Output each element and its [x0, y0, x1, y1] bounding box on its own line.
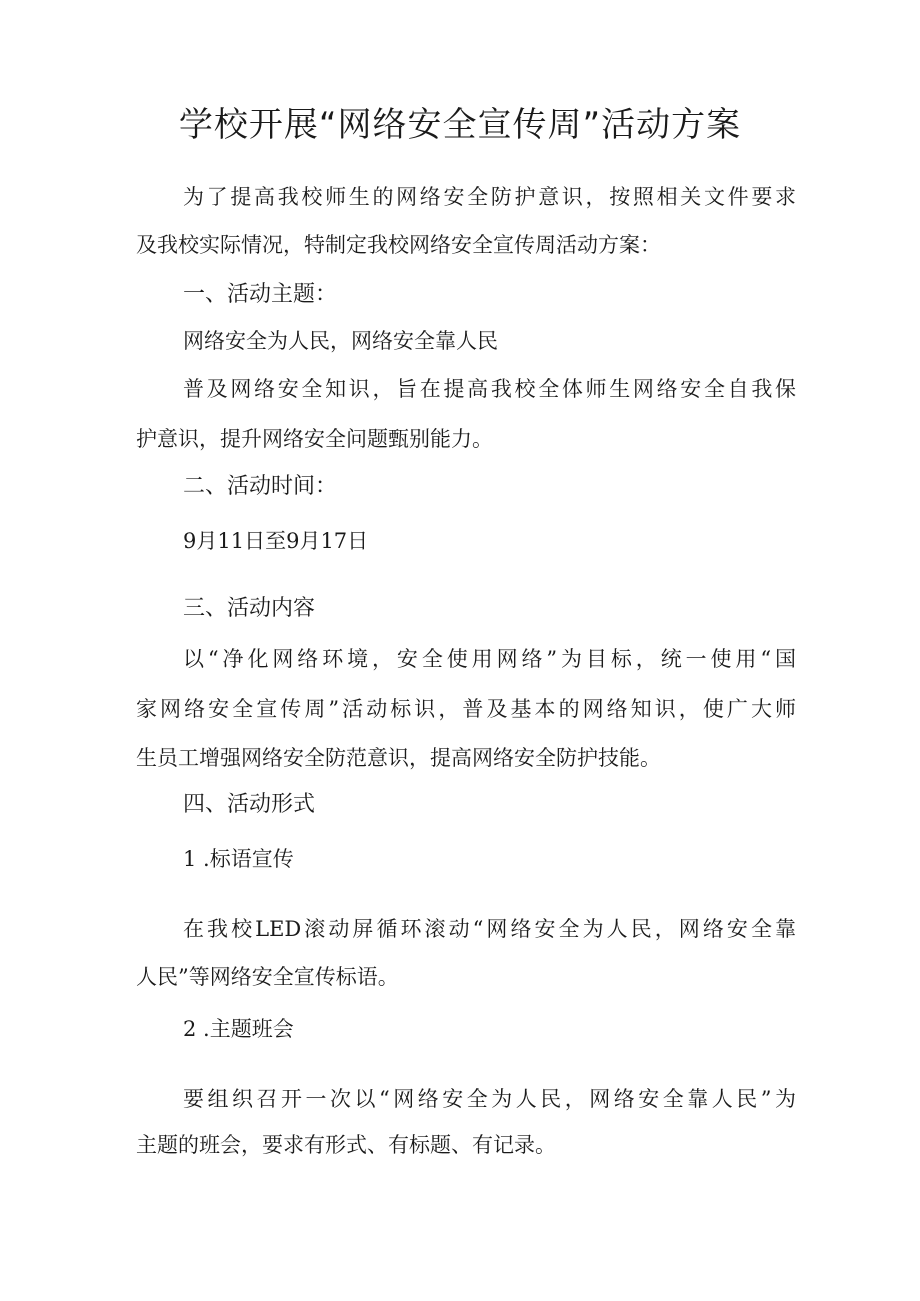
section-heading-content: 三、活动内容: [183, 596, 316, 621]
form-item-2-label: 2 .主题班会: [183, 1017, 294, 1041]
theme-para-line-1: 普及网络安全知识，旨在提高我校全体师生网络安全自我保: [183, 377, 796, 401]
form-item-1-line-2: 人民”等网络安全宣传标语。: [136, 965, 399, 989]
form-item-1-label: 1 .标语宣传: [183, 847, 294, 871]
section-heading-theme: 一、活动主题：: [183, 282, 338, 307]
activity-dates: 9月11日至9月17日: [183, 529, 369, 553]
intro-line-1: 为了提高我校师生的网络安全防护意识，按照相关文件要求: [183, 185, 796, 209]
form-item-1-line-1: 在我校LED滚动屏循环滚动“网络安全为人民，网络安全靠: [183, 917, 796, 941]
intro-line-2: 及我校实际情况，特制定我校网络安全宣传周活动方案：: [136, 233, 661, 257]
section-heading-time: 二、活动时间：: [183, 474, 338, 499]
section-heading-form: 四、活动形式: [183, 792, 316, 817]
document-title: 学校开展“网络安全宣传周”活动方案: [178, 105, 742, 145]
theme-para-line-2: 护意识，提升网络安全问题甄别能力。: [136, 427, 493, 451]
content-para-line-3: 生员工增强网络安全防范意识，提高网络安全防护技能。: [136, 746, 661, 770]
form-item-2-line-1: 要组织召开一次以“网络安全为人民，网络安全靠人民”为: [183, 1087, 796, 1111]
form-item-2-line-2: 主题的班会，要求有形式、有标题、有记录。: [136, 1133, 556, 1157]
content-para-line-2: 家网络安全宣传周”活动标识，普及基本的网络知识，使广大师: [136, 697, 796, 721]
theme-slogan: 网络安全为人民，网络安全靠人民: [183, 329, 498, 353]
content-para-line-1: 以“净化网络环境，安全使用网络”为目标，统一使用“国: [183, 647, 796, 671]
